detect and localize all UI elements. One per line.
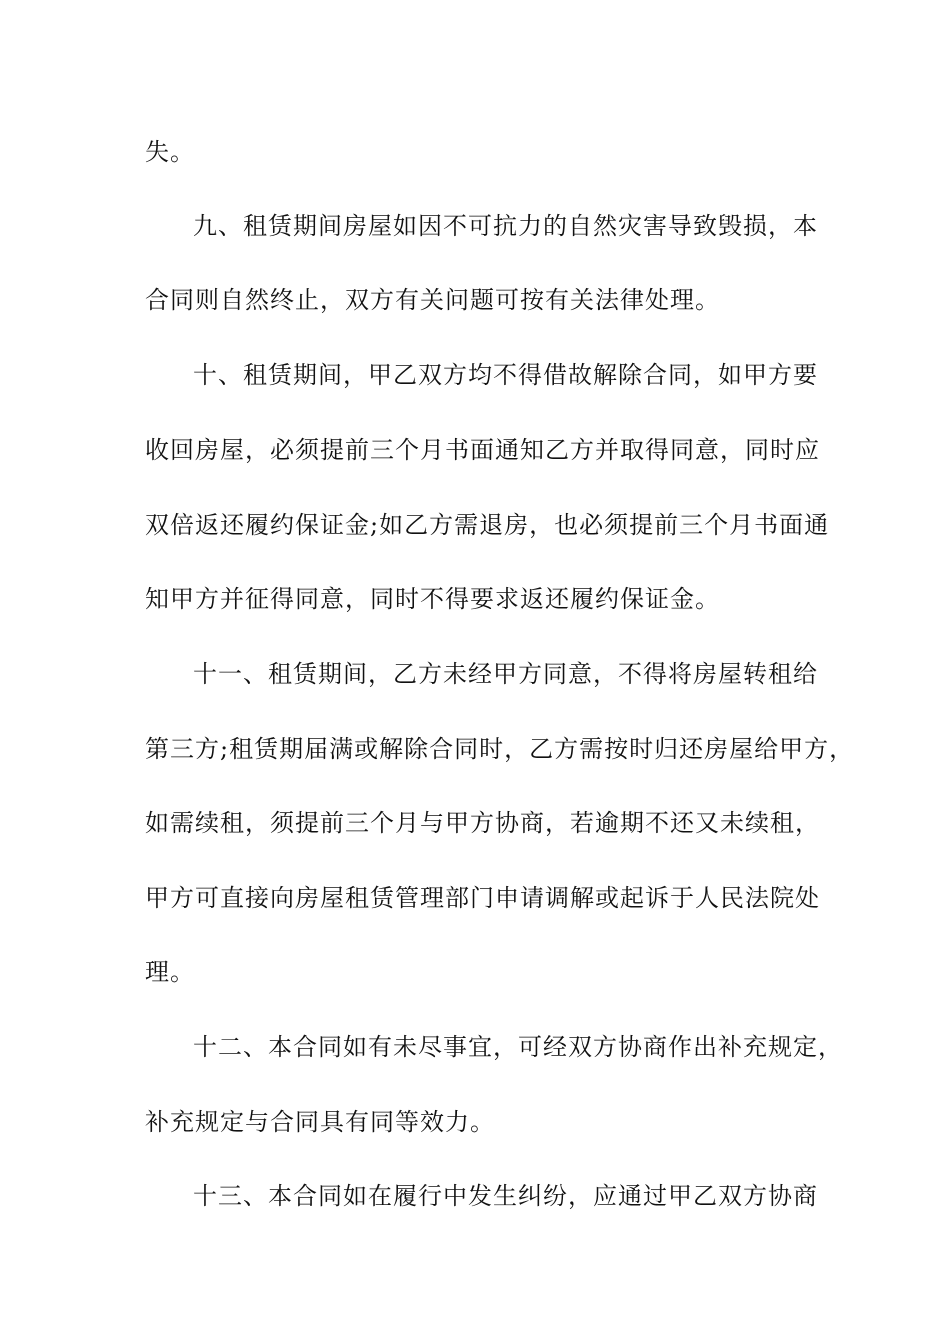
- clause-9-line-2: 合同则自然终止，双方有关问题可按有关法律处理。: [145, 286, 720, 314]
- clause-9-line-1: 九、租赁期间房屋如因不可抗力的自然灾害导致毁损，本: [193, 212, 818, 240]
- clause-12-line-2: 补充规定与合同具有同等效力。: [145, 1108, 495, 1136]
- clause-11-line-1: 十一、租赁期间，乙方未经甲方同意，不得将房屋转租给: [193, 660, 818, 688]
- clause-10-line-2: 收回房屋，必须提前三个月书面通知乙方并取得同意，同时应: [145, 436, 820, 464]
- clause-12-line-1: 十二、本合同如有未尽事宜，可经双方协商作出补充规定，: [193, 1033, 843, 1061]
- clause-10-line-4: 知甲方并征得同意，同时不得要求返还履约保证金。: [145, 585, 720, 613]
- clause-11-line-4: 甲方可直接向房屋租赁管理部门申请调解或起诉于人民法院处: [145, 884, 820, 912]
- clause-11-line-2: 第三方;租赁期届满或解除合同时，乙方需按时归还房屋给甲方，: [145, 735, 855, 763]
- clause-11-line-5: 理。: [145, 958, 195, 986]
- clause-10-line-1: 十、租赁期间，甲乙双方均不得借故解除合同，如甲方要: [193, 361, 818, 389]
- clause-13-line-1: 十三、本合同如在履行中发生纠纷，应通过甲乙双方协商: [193, 1182, 818, 1210]
- text-line: 失。: [145, 138, 195, 166]
- clause-11-line-3: 如需续租，须提前三个月与甲方协商，若逾期不还又未续租，: [145, 809, 820, 837]
- clause-10-line-3: 双倍返还履约保证金;如乙方需退房，也必须提前三个月书面通: [145, 511, 830, 539]
